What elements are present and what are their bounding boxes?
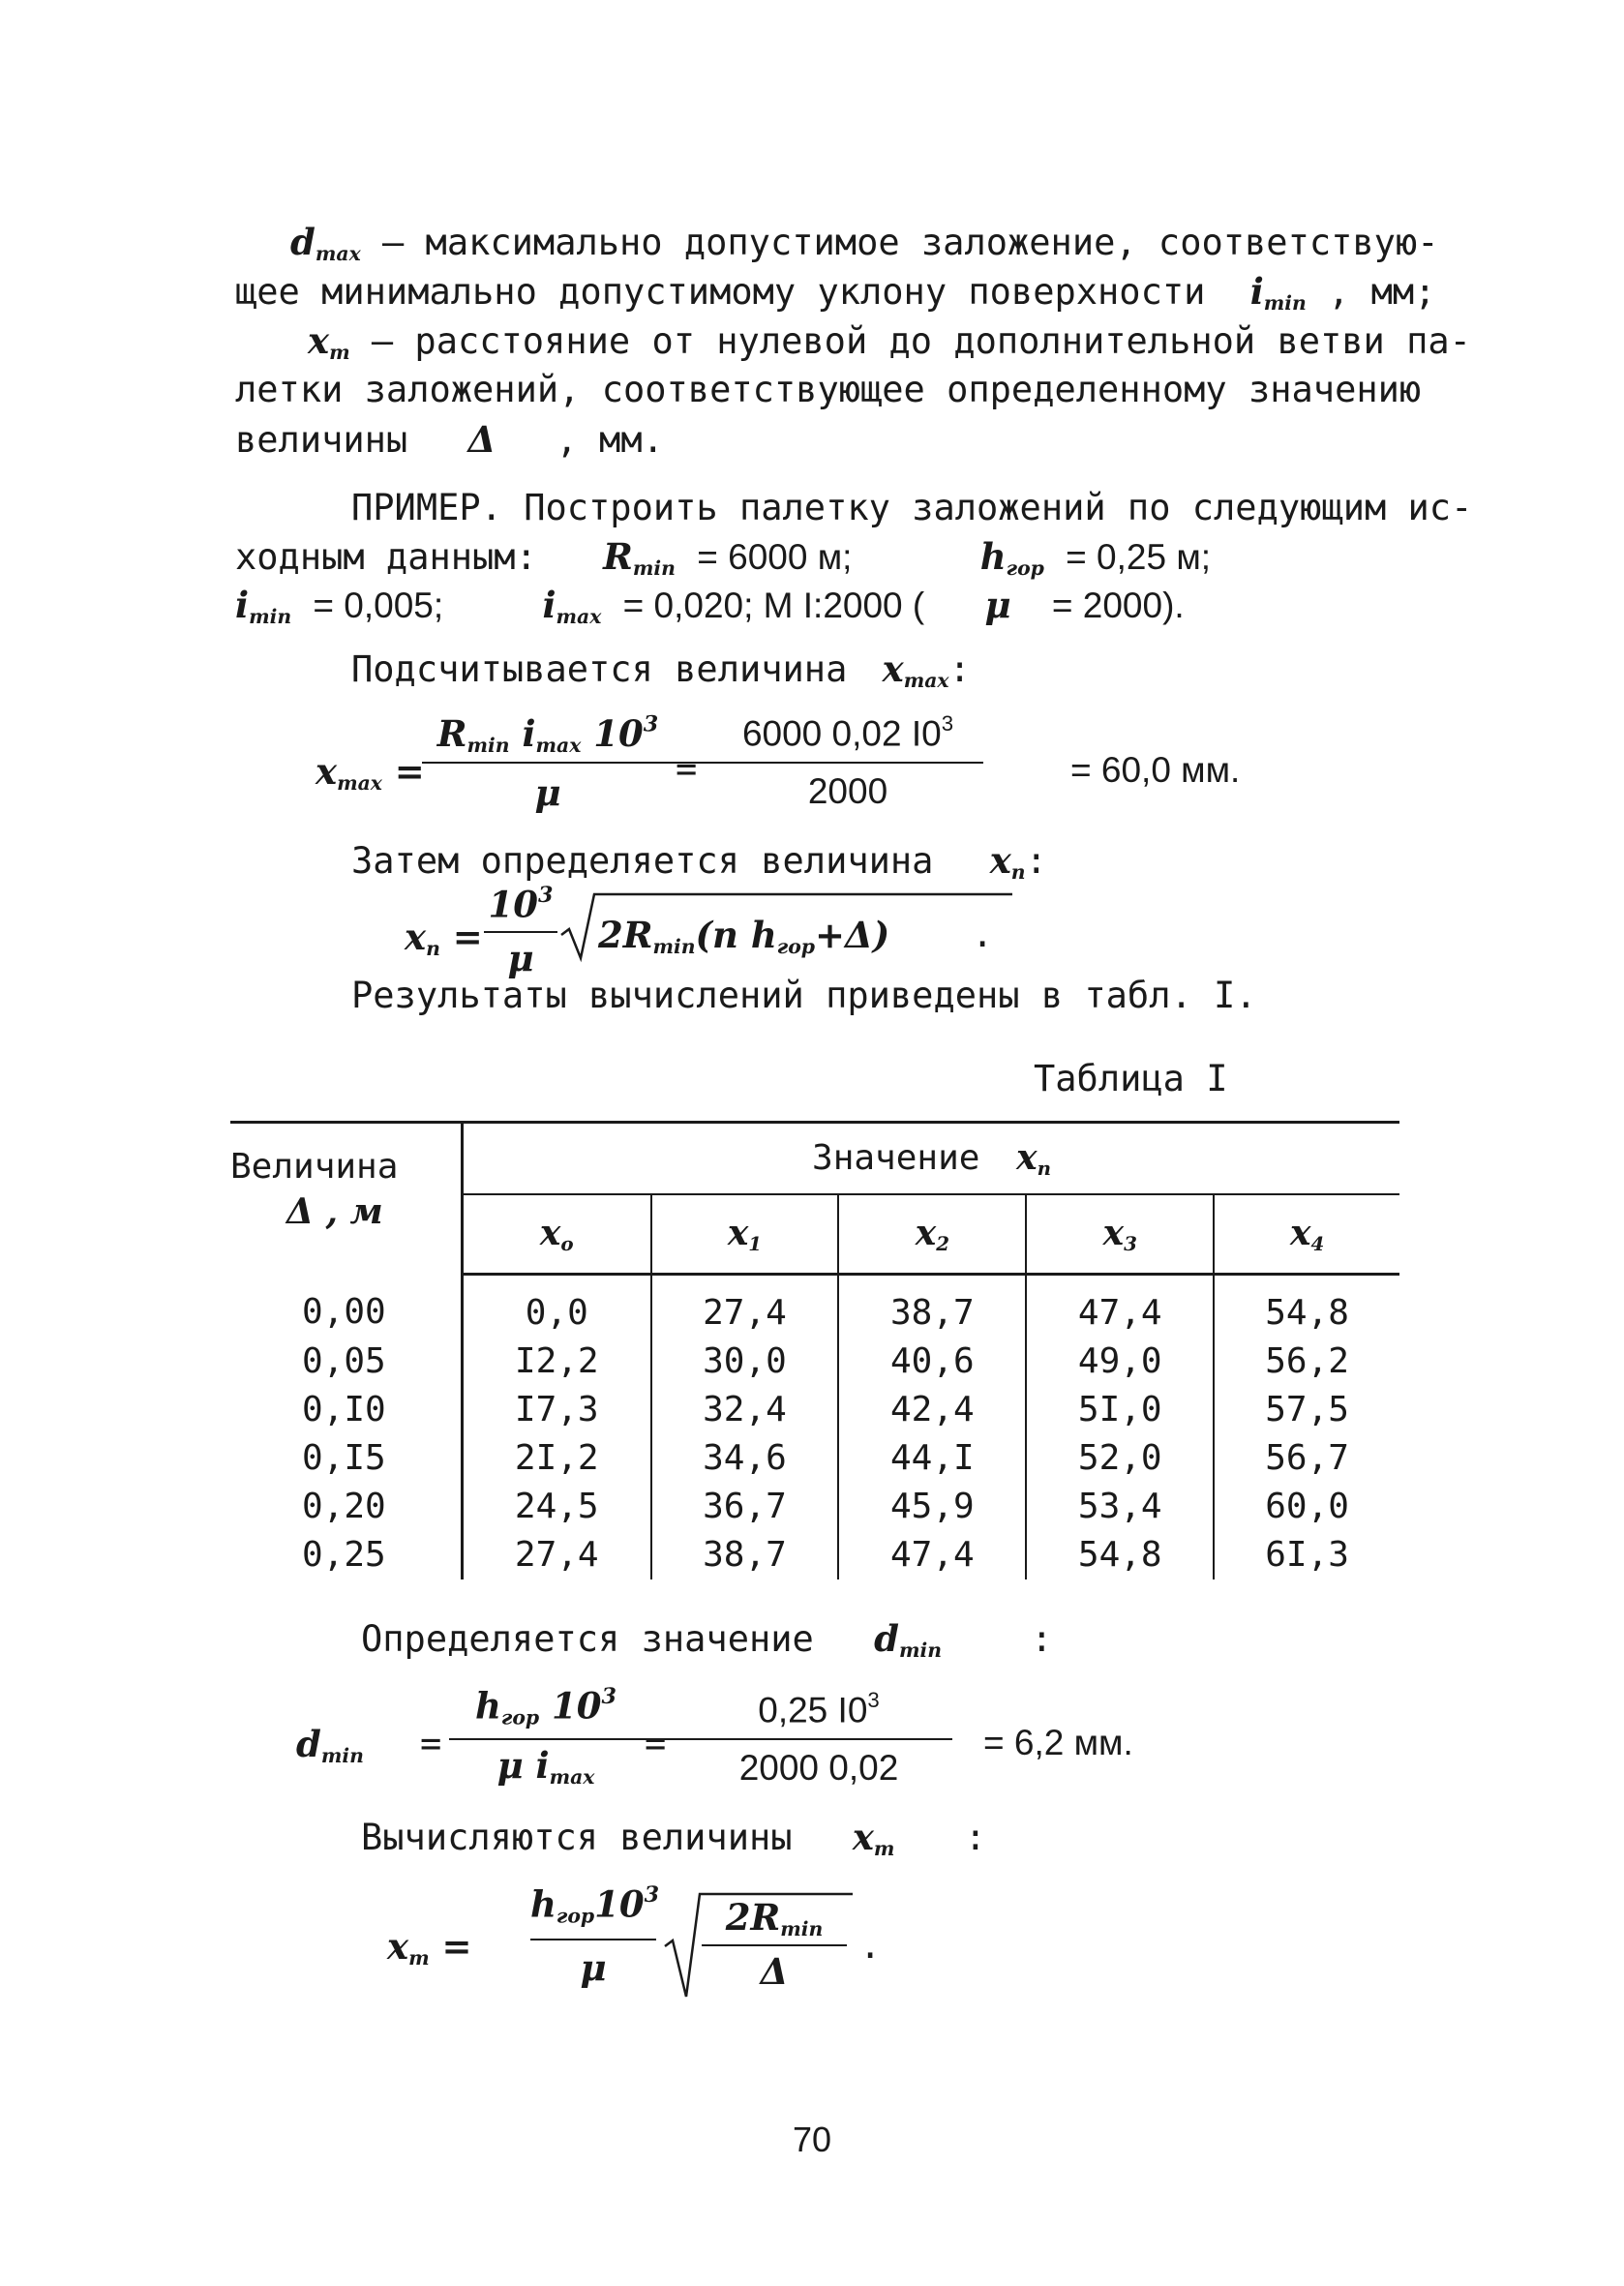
xm-definition-line3: величины Δ , мм. (235, 418, 664, 461)
xm-definition-line1: $x_m$ – расстояние от нулевой до дополнительной ветви па- (308, 319, 1471, 365)
col-header-x2: $x_2$ (838, 1194, 1026, 1275)
xmax-denominator-symbolic: μ (534, 771, 561, 814)
calc-xmax-label: Подсчитывается величина $x_{max}$: (351, 647, 971, 693)
xmax-numerator-symbolic: $R_{min}$ $i_{max}$ $10^3$ (436, 711, 659, 757)
col-header-x3: $x_3$ (1026, 1194, 1214, 1275)
xm-definition-line2: летки заложений, соответствующее определенному значению (235, 369, 1422, 410)
table-header-left: Величина Δ , м (230, 1123, 463, 1275)
table-row: 0,I5 2I,2 34,6 44,I 52,0 56,7 (230, 1434, 1399, 1483)
col-header-x1: $x_1$ (651, 1194, 839, 1275)
det-dmin-label: Определяется значение $d_{min}$ : (361, 1617, 1053, 1663)
data-table (230, 1121, 1399, 1579)
table-row: 0,05 I2,2 30,0 40,6 49,0 56,2 (230, 1338, 1399, 1386)
table-row: 0,00 0,0 27,4 38,7 47,4 54,8 (230, 1275, 1399, 1339)
example-line1: ПРИМЕР. Построить палетку заложений по следующим ис- (351, 487, 1473, 528)
xmax-result: = 60,0 мм. (1070, 750, 1241, 790)
dmin-result: = 6,2 мм. (983, 1723, 1133, 1762)
col-header-x4: $x_4$ (1214, 1194, 1399, 1275)
col-header-x0: $x_o$ (463, 1194, 651, 1275)
page-number: 70 (792, 2120, 832, 2159)
formula-xmax: $x_{max}$ = $R_{min}$ $i_{max}$ $10^3$ μ = 6000 0,02 $I0^3$ 2000 = 60,0 мм. (316, 711, 1241, 814)
example-line3: $i_{min} = 0,005$; $i_{max} = 0,020$; М I:2000 ( μ = 2000). (235, 584, 1185, 629)
formula-xn: $x_n$ = $10^3$ μ $2R_{min}(n$ $h_{гор}+\Delta$) . (405, 888, 1082, 985)
then-xn-label: Затем определяется величина $x_n$: (351, 839, 1047, 885)
example-line2: ходным данным: $R_{min} = 6000$ м; $h_{гор} = 0,25$ м; (235, 535, 1212, 581)
formula-xm: $x_m$ = $h_{гор}10^3$ μ $2R_{min}$ Δ . (387, 1882, 968, 2018)
calc-xm-label: Вычисляются величины $x_m$ : (361, 1816, 986, 1861)
results-sentence: Результаты вычислений приведены в табл. I. (351, 975, 1257, 1016)
table-row: 0,I0 I7,3 32,4 42,4 5I,0 57,5 (230, 1386, 1399, 1434)
table-row: 0,20 24,5 36,7 45,9 53,4 60,0 (230, 1483, 1399, 1531)
dmax-definition-line1: $d_{max}$ – максимально допустимое заложение, соответствую- (290, 221, 1439, 266)
table-caption: Таблица I (1034, 1058, 1228, 1099)
dmax-definition-line2: щее минимально допустимому уклону поверхности $i_{min}$ , мм; (235, 270, 1436, 316)
formula-dmin: $d_{min}$ = $h_{гор}$ $10^3$ μ $i_{max}$ = 0,25 $I0^3$ 2000 0,02 = 6,2 мм. (296, 1684, 1133, 1790)
xmax-numerator-values: 6000 0,02 $I0^3$ (741, 711, 954, 754)
table-header-top: Значение $x_n$ (463, 1123, 1400, 1195)
dmax-symbol: $d_{max}$ (290, 221, 361, 266)
table-row: 0,25 27,4 38,7 47,4 54,8 6I,3 (230, 1531, 1399, 1579)
xmax-denominator-values: 2000 (807, 771, 888, 811)
